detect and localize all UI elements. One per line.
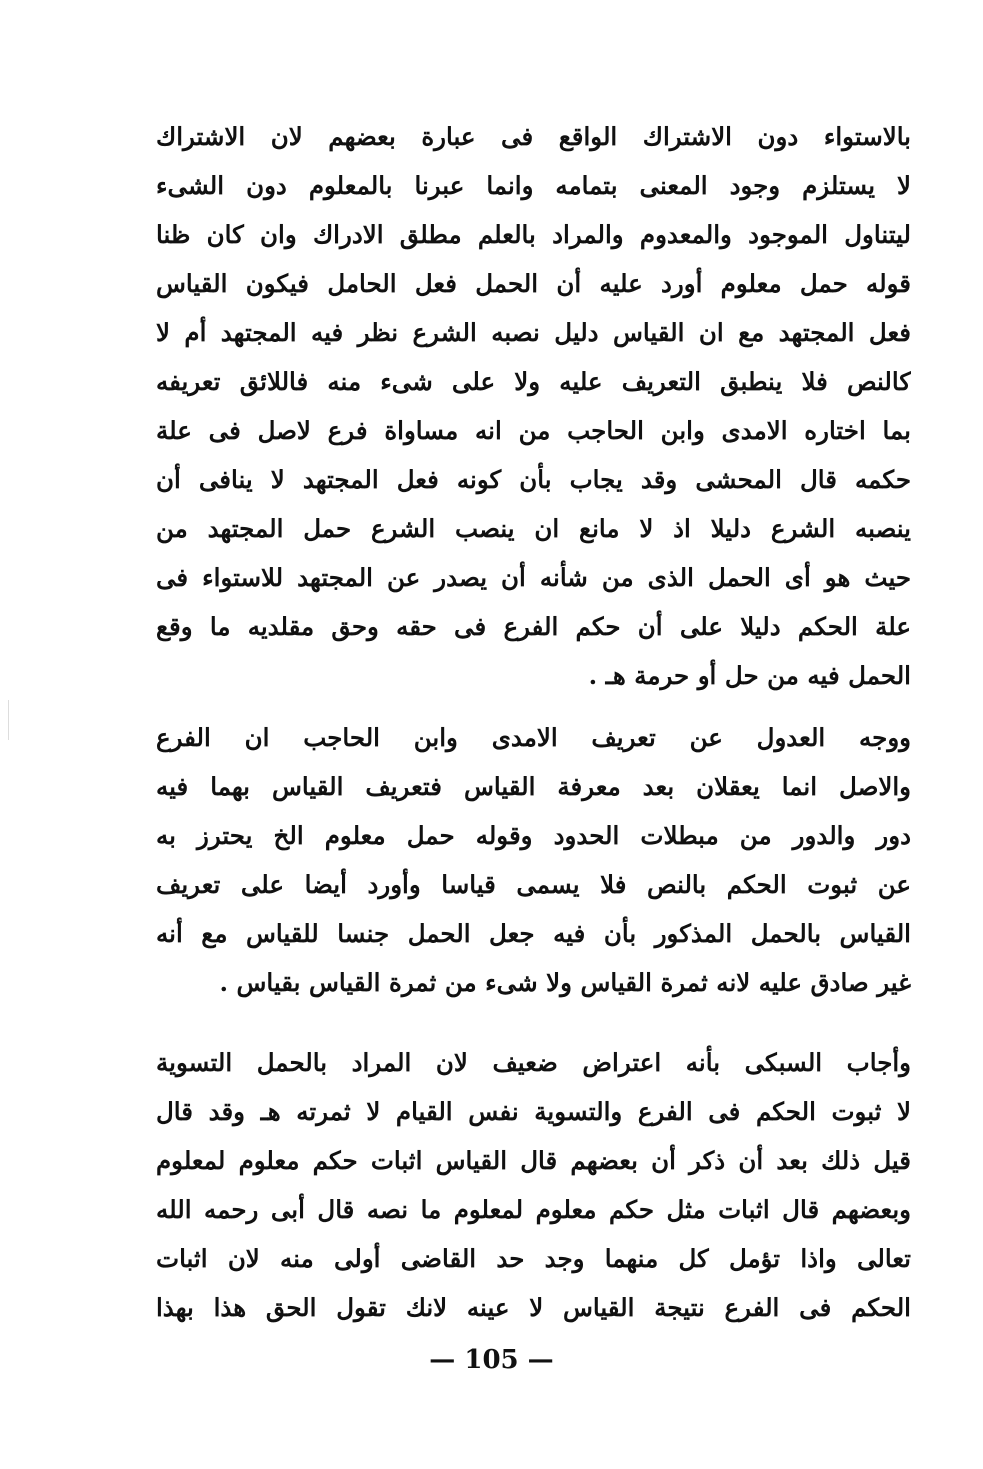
text-line: دور والدور من مبطلات الحدود وقوله حمل معلوم الخ يحترز به (156, 821, 911, 850)
text-line: ليتناول الموجود والمعدوم والمراد بالعلم مطلق الادراك وان كان ظنا (156, 220, 911, 249)
text-line: حكمه قال المحشى وقد يجاب بأن كونه فعل المجتهد لا ينافى أن (156, 465, 911, 494)
text-line: والاصل انما يعقلان بعد معرفة القياس فتعريف القياس بهما فيه (156, 772, 911, 801)
text-line: بما اختاره الامدى وابن الحاجب من انه مساواة فرع لاصل فى علة (156, 416, 911, 445)
text-line: بالاستواء دون الاشتراك الواقع فى عبارة بعضهم لان الاشتراك (156, 122, 911, 151)
paragraph-1 (156, 112, 911, 700)
text-line: غير صادق عليه لانه ثمرة القياس ولا شىء من ثمرة القياس بقياس . (219, 968, 911, 997)
text-line: لا ثبوت الحكم فى الفرع والتسوية نفس القيام لا ثمرته هـ وقد قال (156, 1097, 911, 1126)
text-line: كالنص فلا ينطبق التعريف عليه ولا على شىء منه فاللائق تعريفه (156, 367, 911, 396)
text-line: حيث هو أى الحمل الذى من شأنه أن يصدر عن المجتهد للاستواء فى (156, 563, 911, 592)
text-line: ينصبه الشرع دليلا اذ لا مانع ان ينصب الشرع حمل المجتهد من (156, 514, 911, 543)
scan-margin-artifact (8, 700, 9, 740)
text-line: الحمل فيه من حل أو حرمة هـ . (588, 661, 911, 690)
text-line: عن ثبوت الحكم بالنص فلا يسمى قياسا وأورد أيضا على تعريف (156, 870, 911, 899)
text-line: الحكم فى الفرع نتيجة القياس لا عينه لانك تقول الحق هذا بهذا (156, 1293, 911, 1322)
text-line: علة الحكم دليلا على أن حكم الفرع فى حقه وحق مقلديه ما وقع (156, 612, 911, 641)
text-line: ووجه العدول عن تعريف الامدى وابن الحاجب ان الفرع (156, 723, 911, 752)
text-line: قوله حمل معلوم أورد عليه أن الحمل فعل الحامل فيكون القياس (156, 269, 911, 298)
text-line: وبعضهم قال اثبات مثل حكم معلوم لمعلوم ما نصه قال أبى رحمه الله (156, 1195, 911, 1224)
text-line: فعل المجتهد مع ان القياس دليل نصبه الشرع نظر فيه المجتهد أم لا (156, 318, 911, 347)
text-line: قيل ذلك بعد أن ذكر أن بعضهم قال القياس اثبات حكم معلوم لمعلوم (156, 1146, 911, 1175)
text-line: القياس بالحمل المذكور بأن فيه جعل الحمل جنسا للقياس مع أنه (156, 919, 911, 948)
paragraph-2 (156, 713, 911, 1007)
page-number: — 105 — (429, 1345, 554, 1375)
text-line: لا يستلزم وجود المعنى بتمامه وانما عبرنا بالمعلوم دون الشىء (156, 171, 911, 200)
paragraph-3 (156, 1038, 911, 1332)
text-line: وأجاب السبكى بأنه اعتراض ضعيف لان المراد بالحمل التسوية (156, 1048, 911, 1077)
text-line: تعالى واذا تؤمل كل منهما وجد حد القاضى أولى منه لان اثبات (156, 1244, 911, 1273)
